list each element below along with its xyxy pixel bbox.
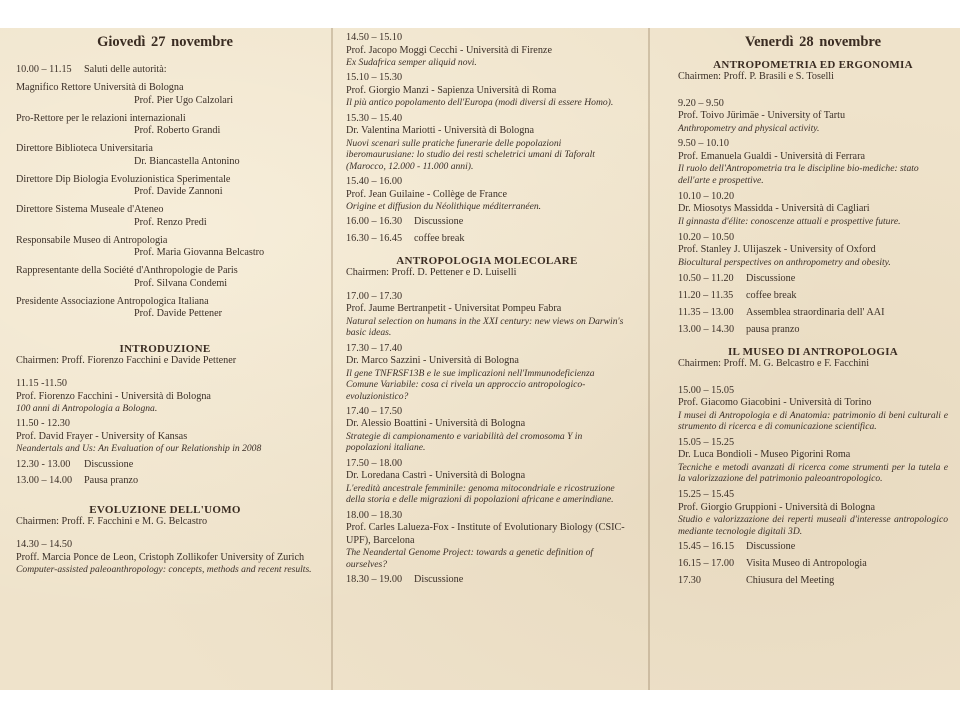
talk-speaker: Dr. Luca Bondioli - Museo Pigorini Roma bbox=[678, 449, 851, 461]
fold-line-right bbox=[648, 28, 650, 690]
talk-time: 15.25 – 15.45 bbox=[678, 489, 735, 501]
slot-time: 15.45 – 16.15 bbox=[678, 541, 735, 553]
talk-title: Nuovi scenari sulle pratiche funerarie delle popolazioni iberomaurusiane: lo studio dei resti scheletrici umani di Taforalt (Marocco, 12.000 - 11.000 anni). bbox=[346, 137, 595, 172]
talk-time: 11.15 -11.50 bbox=[16, 378, 68, 389]
authority-role: Direttore Sistema Museale d'Ateneo bbox=[16, 204, 164, 215]
talk-speaker: Prof. Carles Lalueza-Fox - Institute of Evolutionary Biology (CSIC-UPF), Barcelona bbox=[346, 522, 625, 546]
slot-text: coffee break bbox=[414, 232, 465, 244]
talk-speaker: Prof. Fiorenzo Facchini - Università di Bologna bbox=[16, 390, 211, 402]
talk-title: Natural selection on humans in the XXI century: new views on Darwin's basic ideas. bbox=[346, 315, 624, 339]
slot-text: Pausa pranzo bbox=[84, 475, 139, 487]
talk-speaker: Prof. Giorgio Gruppioni - Università di Bologna bbox=[678, 501, 876, 513]
slot-text: Chiusura del Meeting bbox=[746, 575, 835, 587]
talk-title: Tecniche e metodi avanzati di ricerca come strumenti per la tutela e la valorizzazione del patrimonio paleoantropologico. bbox=[678, 461, 948, 485]
talk-title: Strategie di campionamento e variabilità del cromosoma Y in popolazioni italiane. bbox=[346, 430, 583, 454]
talk-speaker: Dr. Valentina Mariotti - Università di Bologna bbox=[346, 125, 534, 137]
slot-text: Discussione bbox=[414, 216, 464, 228]
talk bbox=[678, 232, 948, 268]
talk-speaker: Prof. David Frayer - University of Kansas bbox=[16, 430, 188, 442]
authority-item bbox=[16, 174, 314, 199]
talk bbox=[346, 510, 628, 570]
talk bbox=[678, 385, 948, 433]
talk-time: 18.00 – 18.30 bbox=[346, 509, 403, 521]
talk bbox=[346, 113, 628, 172]
authority-role: Magnifico Rettore Università di Bologna bbox=[16, 82, 184, 93]
section-heading-antropometria: ANTROPOMETRIA ED ERGONOMIA bbox=[713, 59, 913, 71]
talk-time: 11.50 - 12.30 bbox=[16, 418, 70, 430]
authority-name: Prof. Maria Giovanna Belcastro bbox=[134, 247, 265, 258]
break-slot bbox=[678, 541, 948, 554]
authority-role: Pro-Rettore per le relazioni internazionali bbox=[16, 112, 186, 124]
talk-time: 14.30 – 14.50 bbox=[16, 539, 73, 551]
talk-speaker: Prof. Toivo Jürimäe - University of Tartu bbox=[678, 110, 846, 121]
talk-title: Il più antico popolamento dell'Europa (modi diversi di essere Homo). bbox=[346, 97, 614, 109]
authority-item bbox=[16, 204, 314, 229]
slot-time: 13.00 – 14.30 bbox=[678, 323, 735, 335]
talk-speaker: Prof. Jacopo Moggi Cecchi - Università di Firenze bbox=[346, 44, 552, 56]
talk-time: 15.30 – 15.40 bbox=[346, 112, 403, 124]
slot-text: Assemblea straordinaria dell' AAI bbox=[746, 306, 885, 318]
authority-name: Dr. Biancastella Antonino bbox=[134, 155, 240, 167]
talk-title: Il ginnasta d'élite: conoscenze attuali e prospettive future. bbox=[678, 215, 901, 227]
talk-speaker: Prof. Giorgio Manzi - Sapienza Università di Roma bbox=[346, 84, 557, 96]
slot-text: pausa pranzo bbox=[746, 323, 800, 335]
break-slot bbox=[678, 558, 948, 571]
section-chairmen: Chairmen: Proff. M. G. Belcastro e F. Facchini bbox=[678, 358, 870, 370]
talk bbox=[346, 176, 628, 212]
column-thursday bbox=[16, 34, 314, 580]
talk bbox=[346, 406, 628, 454]
authority-name: Prof. Renzo Predi bbox=[134, 216, 207, 228]
break-slot bbox=[678, 290, 948, 303]
talk-time: 15.05 – 15.25 bbox=[678, 436, 735, 448]
talk-speaker: Prof. Jaume Bertranpetit - Universitat Pompeu Fabra bbox=[346, 303, 562, 315]
talk-speaker: Proff. Marcia Ponce de Leon, Cristoph Zollikofer University of Zurich bbox=[16, 551, 305, 563]
section-heading-evoluzione: EVOLUZIONE DELL'UOMO bbox=[89, 503, 241, 516]
talk bbox=[678, 138, 948, 186]
slot-time: 17.30 bbox=[678, 575, 701, 587]
slot-time: 12.30 - 13.00 bbox=[16, 458, 71, 470]
talk-speaker: Prof. Giacomo Giacobini - Università di Torino bbox=[678, 397, 872, 409]
day-heading-thursday: Giovedì 27 novembre bbox=[97, 34, 233, 50]
talk-title: Studio e valorizzazione dei reperti museali d'interesse antropologico mediante tecnologie digitali 3D. bbox=[678, 514, 948, 537]
talk-title: I musei di Antropologia e di Anatomia: patrimonio di beni culturali e strumento di ricerca e di comunicazione scientifica. bbox=[678, 409, 948, 432]
talk bbox=[346, 72, 628, 108]
authority-name: Prof. Silvana Condemi bbox=[134, 277, 228, 289]
talk bbox=[346, 343, 628, 402]
talk-title: Computer-assisted paleoanthropology: concepts, methods and recent results. bbox=[16, 564, 312, 576]
talk-title: Origine et diffusion du Néolithique méditerranéen. bbox=[346, 201, 542, 213]
program-sheet bbox=[0, 28, 960, 690]
break-slot bbox=[346, 216, 628, 229]
section-chairmen: Chairmen: Proff. F. Facchini e M. G. Belcastro bbox=[16, 515, 208, 527]
talk-title: Ex Sudafrica semper aliquid novi. bbox=[346, 57, 477, 68]
slot-text: Discussione bbox=[746, 541, 796, 553]
talk bbox=[678, 437, 948, 485]
break-slot bbox=[678, 575, 948, 588]
slot-time: 16.30 – 16.45 bbox=[346, 232, 403, 244]
section-heading-museo: IL MUSEO DI ANTROPOLOGIA bbox=[727, 346, 899, 359]
authority-name: Prof. Davide Zannoni bbox=[134, 186, 223, 197]
authority-role: Direttore Dip Biologia Evoluzionistica Sperimentale bbox=[16, 173, 231, 185]
talk bbox=[678, 98, 948, 134]
authority-name: Prof. Davide Pettener bbox=[134, 308, 222, 319]
authority-name: Prof. Pier Ugo Calzolari bbox=[134, 94, 234, 106]
talk-speaker: Dr. Alessio Boattini - Università di Bologna bbox=[346, 418, 526, 430]
talk-time: 17.30 – 17.40 bbox=[346, 342, 403, 354]
talk-speaker: Prof. Jean Guilaine - Collège de France bbox=[346, 188, 507, 200]
talk-time: 17.00 – 17.30 bbox=[346, 290, 403, 302]
talk-time: 15.10 – 15.30 bbox=[346, 72, 403, 84]
slot-time: 11.20 – 11.35 bbox=[678, 289, 734, 301]
break-slot bbox=[16, 459, 314, 472]
break-slot bbox=[678, 307, 948, 320]
break-slot bbox=[678, 273, 948, 286]
slot-time: 11.35 – 13.00 bbox=[678, 306, 734, 318]
authority-item bbox=[16, 143, 314, 168]
authority-item bbox=[16, 113, 314, 138]
talk-speaker: Dr. Marco Sazzini - Università di Bologna bbox=[346, 355, 519, 367]
section-chairmen: Chairmen: Proff. Fiorenzo Facchini e Davide Pettener bbox=[16, 354, 237, 366]
talk-speaker: Dr. Miosotys Massidda - Università di Cagliari bbox=[678, 203, 870, 215]
talk-speaker: Prof. Stanley J. Ulijaszek - University of Oxford bbox=[678, 244, 876, 256]
talk-time: 15.00 – 15.05 bbox=[678, 384, 735, 396]
talk-time: 9.50 – 10.10 bbox=[678, 138, 729, 150]
talk-time: 14.50 – 15.10 bbox=[346, 32, 403, 43]
talk bbox=[346, 291, 628, 339]
authority-name: Prof. Roberto Grandi bbox=[134, 125, 221, 136]
talk bbox=[16, 378, 314, 414]
talk-speaker: Prof. Emanuela Gualdi - Università di Ferrara bbox=[678, 150, 865, 162]
talk-title: Il gene TNFRSF13B e le sue implicazioni nell'Immunodeficienza Comune Variabile: cosa ci rivela un approccio antropologico-evoluzionistico? bbox=[346, 367, 595, 402]
talk-time: 10.20 – 10.50 bbox=[678, 231, 735, 243]
break-slot bbox=[16, 475, 314, 488]
talk-title: Biocultural perspectives on anthropometry and obesity. bbox=[678, 256, 891, 268]
talk bbox=[346, 458, 628, 506]
slot-text: Discussione bbox=[746, 272, 796, 284]
talk-title: Il ruolo dell'Antropometria tra le discipline bio-mediche: stato dell'arte e prospettive. bbox=[678, 163, 919, 186]
section-chairmen: Chairmen: Proff. P. Brasili e S. Toselli bbox=[678, 71, 834, 82]
talk-speaker: Dr. Loredana Castrì - Università di Bologna bbox=[346, 470, 526, 482]
slot-time: 10.50 – 11.20 bbox=[678, 272, 734, 284]
day-heading-friday: Venerdì 28 novembre bbox=[744, 34, 882, 50]
talk-time: 17.50 – 18.00 bbox=[346, 457, 403, 469]
talk-title: L'eredità ancestrale femminile: genoma mitocondriale e ricostruzione della storia e delle migrazioni di popolazioni africane e amerindiane. bbox=[346, 482, 615, 506]
slot-text: Visita Museo di Antropologia bbox=[746, 558, 867, 570]
talk-title: Anthropometry and physical activity. bbox=[678, 122, 820, 134]
section-heading-introduzione: INTRODUZIONE bbox=[119, 342, 211, 355]
slot-time: 18.30 – 19.00 bbox=[346, 573, 403, 585]
talk bbox=[16, 418, 314, 454]
slot-time: 16.00 – 16.30 bbox=[346, 216, 403, 228]
column-friday bbox=[678, 34, 948, 592]
break-slot bbox=[678, 324, 948, 337]
authority-role: Rappresentante della Société d'Anthropologie de Paris bbox=[16, 265, 238, 276]
slot-text: Discussione bbox=[414, 573, 464, 585]
fold-line-left bbox=[331, 28, 333, 690]
talk-time: 15.40 – 16.00 bbox=[346, 176, 403, 188]
slot-text: coffee break bbox=[746, 289, 797, 301]
talk bbox=[16, 539, 314, 575]
authority-role: Presidente Associazione Antropologica Italiana bbox=[16, 295, 209, 307]
slot-text: Discussione bbox=[84, 458, 134, 470]
section-chairmen: Chairmen: Proff. D. Pettener e D. Luiselli bbox=[346, 267, 517, 279]
opening-slot bbox=[16, 64, 314, 77]
authority-item bbox=[16, 265, 314, 290]
authority-item bbox=[16, 296, 314, 321]
section-heading-molecolare: ANTROPOLOGIA MOLECOLARE bbox=[396, 255, 578, 268]
column-thursday-afternoon bbox=[346, 32, 628, 590]
break-slot bbox=[346, 574, 628, 587]
talk bbox=[678, 191, 948, 227]
talk bbox=[678, 489, 948, 537]
talk-time: 10.10 – 10.20 bbox=[678, 190, 735, 202]
talk-time: 17.40 – 17.50 bbox=[346, 405, 403, 417]
slot-time: 10.00 – 11.15 bbox=[16, 64, 72, 75]
authority-item bbox=[16, 82, 314, 107]
talk bbox=[346, 32, 628, 68]
talk-title: 100 anni di Antropologia a Bologna. bbox=[16, 403, 158, 414]
slot-text: Saluti delle autorità: bbox=[84, 64, 167, 75]
break-slot bbox=[346, 233, 628, 246]
talk-title: Neandertals and Us: An Evaluation of our Relationship in 2008 bbox=[16, 443, 262, 455]
authority-role: Responsabile Museo di Antropologia bbox=[16, 234, 168, 246]
slot-time: 13.00 – 14.00 bbox=[16, 475, 73, 487]
talk-title: The Neandertal Genome Project: towards a genetic definition of ourselves? bbox=[346, 547, 594, 570]
authority-role: Direttore Biblioteca Universitaria bbox=[16, 143, 153, 154]
slot-time: 16.15 – 17.00 bbox=[678, 558, 735, 570]
talk-time: 9.20 – 9.50 bbox=[678, 97, 724, 109]
authority-item bbox=[16, 235, 314, 260]
